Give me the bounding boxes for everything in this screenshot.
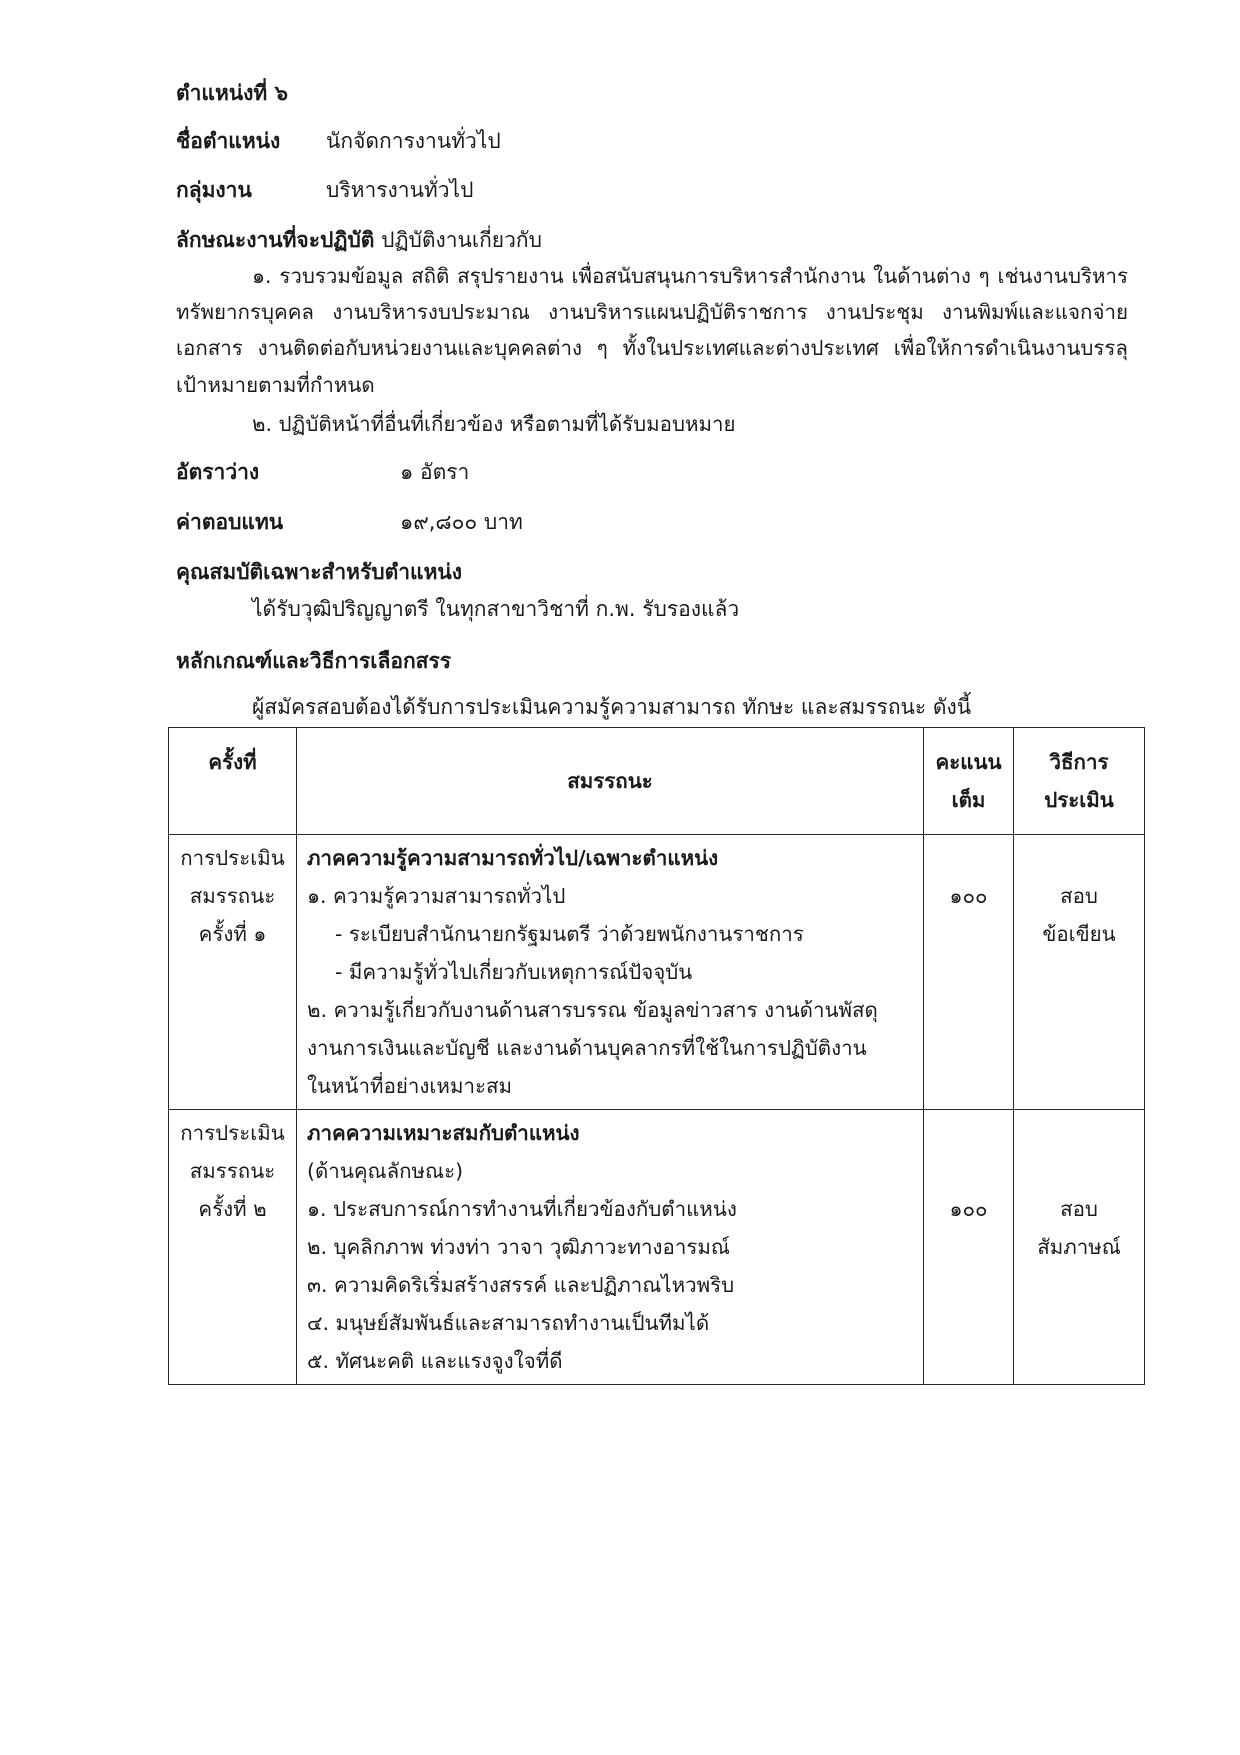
table-row [169,1110,1145,1385]
round-cell [169,1110,297,1385]
competency-title: ภาคความรู้ความสามารถทั่วไป/เฉพาะตำแหน่ง [307,846,719,870]
competency-item: ๒. บุคลิกภาพ ท่วงท่า วาจา วุฒิภาวะทางอารมณ์ [307,1235,730,1259]
qualification-label: คุณสมบัติเฉพาะสำหรับตำแหน่ง [176,560,463,584]
header-method [1014,728,1145,835]
competency-item: งานการเงินและบัญชี และงานด้านบุคลากรที่ใช้ในการปฏิบัติงาน [307,1036,867,1060]
table-header-row [169,728,1145,835]
header-competency: สมรรถนะ [297,728,924,835]
round-line: ครั้งที่ ๑ [198,922,267,946]
criteria-label: หลักเกณฑ์และวิธีการเลือกสรร [176,649,452,673]
header-score-line-1: คะแนน [935,750,1002,774]
competency-item: ๑. ประสบการณ์การทำงานที่เกี่ยวข้องกับตำแหน่ง [307,1197,737,1221]
competency-item: ๑. ความรู้ความสามารถทั่วไป [307,884,566,908]
position-name-value: นักจัดการงานทั่วไป [326,129,501,153]
criteria-intro: ผู้สมัครสอบต้องได้รับการประเมินความรู้ความสามารถ ทักษะ และสมรรถนะ ดังนี้ [252,695,972,719]
method-line: สอบ [1060,1197,1098,1221]
method-cell [1014,1110,1145,1385]
round-line: การประเมิน [180,1121,285,1145]
competency-table [168,727,1145,1385]
header-round: ครั้งที่ [169,728,297,835]
competency-sub-item: - ระเบียบสำนักนายกรัฐมนตรี ว่าด้วยพนักงานราชการ [335,922,804,946]
score-cell: ๑๐๐ [924,835,1014,1110]
duties-heading [176,225,542,255]
round-line: สมรรถนะ [189,1159,276,1183]
duty-1-line-2: ทรัพยากรบุคคล งานบริหารงบประมาณ งานบริหารแผนปฏิบัติราชการ งานประชุม งานพิมพ์และแจกจ่าย [176,300,1128,324]
job-group-label: กลุ่มงาน [176,178,252,202]
header-score [924,728,1014,835]
vacancy-label: อัตราว่าง [176,460,260,484]
method-cell [1014,835,1145,1110]
round-line: การประเมิน [180,846,285,870]
competency-item: ๕. ทัศนะคติ และแรงจูงใจที่ดี [307,1349,563,1373]
competency-item: ในหน้าที่อย่างเหมาะสม [307,1074,512,1098]
qualification-value: ได้รับวุฒิปริญญาตรี ในทุกสาขาวิชาที่ ก.พ. รับรองแล้ว [252,597,740,621]
competency-sub-item: - มีความรู้ทั่วไปเกี่ยวกับเหตุการณ์ปัจจุบัน [335,960,693,984]
competency-item: (ด้านคุณลักษณะ) [307,1159,464,1183]
vacancy-value: ๑ อัตรา [400,460,470,484]
round-cell [169,835,297,1110]
position-number: ตำแหน่งที่ ๖ [176,81,288,105]
duties-label: ลักษณะงานที่จะปฏิบัติ [176,228,375,252]
method-line: สัมภาษณ์ [1037,1235,1121,1259]
competency-item: ๒. ความรู้เกี่ยวกับงานด้านสารบรรณ ข้อมูลข่าวสาร งานด้านพัสดุ [307,998,878,1022]
method-line: ข้อเขียน [1042,922,1116,946]
duty-1-line-3: เอกสาร งานติดต่อกับหน่วยงานและบุคคลต่าง ๆ ทั้งในประเทศและต่างประเทศ เพื่อให้การดำเนินงานบรรลุ [176,336,1128,360]
header-method-line-1: วิธีการ [1049,750,1109,774]
table-row [169,835,1145,1110]
score-cell: ๑๐๐ [924,1110,1014,1385]
competency-cell [297,835,924,1110]
competency-item: ๔. มนุษย์สัมพันธ์และสามารถทำงานเป็นทีมได้ [307,1311,710,1335]
position-name-label: ชื่อตำแหน่ง [176,129,281,153]
competency-item: ๓. ความคิดริเริ่มสร้างสรรค์ และปฏิภาณไหวพริบ [307,1273,735,1297]
round-line: ครั้งที่ ๒ [198,1197,267,1221]
header-score-line-2: เต็ม [951,788,986,812]
competency-title: ภาคความเหมาะสมกับตำแหน่ง [307,1121,580,1145]
duty-2: ๒. ปฏิบัติหน้าที่อื่นที่เกี่ยวข้อง หรือตามที่ได้รับมอบหมาย [252,412,736,436]
salary-value: ๑๙,๘๐๐ บาท [400,510,523,534]
competency-cell [297,1110,924,1385]
method-line: สอบ [1060,884,1098,908]
header-method-line-2: ประเมิน [1044,788,1114,812]
duty-1-line-1: ๑. รวบรวมข้อมูล สถิติ สรุปรายงาน เพื่อสนับสนุนการบริหารสำนักงาน ในด้านต่าง ๆ เช่นงานบริหาร [252,264,1128,288]
salary-label: ค่าตอบแทน [176,510,284,534]
duties-intro: ปฏิบัติงานเกี่ยวกับ [381,228,542,252]
round-line: สมรรถนะ [189,884,276,908]
duty-1-line-4: เป้าหมายตามที่กำหนด [176,373,375,397]
job-group-value: บริหารงานทั่วไป [326,178,474,202]
